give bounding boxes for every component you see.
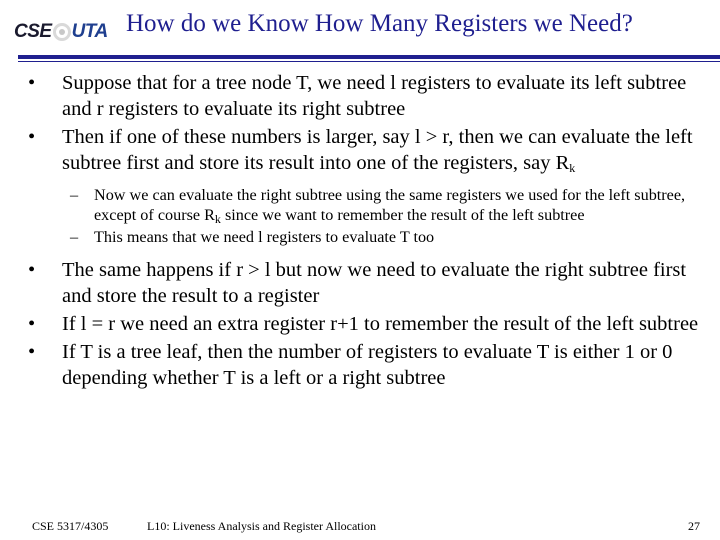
sub-bullet-text: Now we can evaluate the right subtree using the same registers we used for the left subtree, except of course R (94, 186, 686, 224)
logo-swirl-icon (53, 23, 71, 41)
bullet-text: Suppose that for a tree node T, we need l registers to evaluate its left subtree and r registers to evaluate its right subtree (62, 72, 687, 120)
bullet-text: The same happens if r > l but now we need to evaluate the right subtree first and store the result to a register (62, 259, 687, 307)
sub-bullet-text: This means that we need l registers to evaluate T too (94, 228, 435, 246)
slide-title: How do we Know How Many Registers we Need? (126, 10, 633, 37)
footer-lecture: L10: Liveness Analysis and Register Allocation (147, 519, 376, 533)
bullet-icon: • (28, 72, 36, 94)
title-divider (18, 55, 720, 59)
sub-bullet-item (28, 227, 708, 247)
bullet-icon: • (28, 341, 36, 363)
bullet-item (28, 70, 708, 122)
slide-body (28, 70, 708, 393)
logo-uta-text: UTA (71, 21, 108, 42)
subscript: k (214, 212, 221, 226)
subscript: k (569, 161, 576, 175)
bullet-item (28, 124, 708, 176)
page-number: 27 (688, 519, 700, 533)
bullet-icon: • (28, 313, 36, 335)
bullet-text: If l = r we need an extra register r+1 to remember the result of the left subtree (62, 313, 699, 335)
bullet-item (28, 311, 708, 337)
bullet-item (28, 339, 708, 391)
title-divider-thin (18, 61, 720, 62)
logo-cse-text: CSE (14, 21, 52, 42)
bullet-text: Then if one of these numbers is larger, say l > r, then we can evaluate the left subtree first and store its result into one of the registers, say R (62, 126, 693, 174)
sub-bullet-item (28, 185, 708, 225)
cse-uta-logo (14, 16, 114, 48)
dash-icon: – (70, 186, 79, 204)
dash-icon: – (70, 228, 79, 246)
bullet-text: If T is a tree leaf, then the number of registers to evaluate T is either 1 or 0 depending whether T is a left or a right subtree (62, 341, 673, 389)
bullet-icon: • (28, 259, 36, 281)
bullet-item (28, 257, 708, 309)
bullet-icon: • (28, 126, 36, 148)
sub-bullet-text-cont: since we want to remember the result of the left subtree (220, 206, 585, 224)
footer-course: CSE 5317/4305 (32, 519, 109, 533)
